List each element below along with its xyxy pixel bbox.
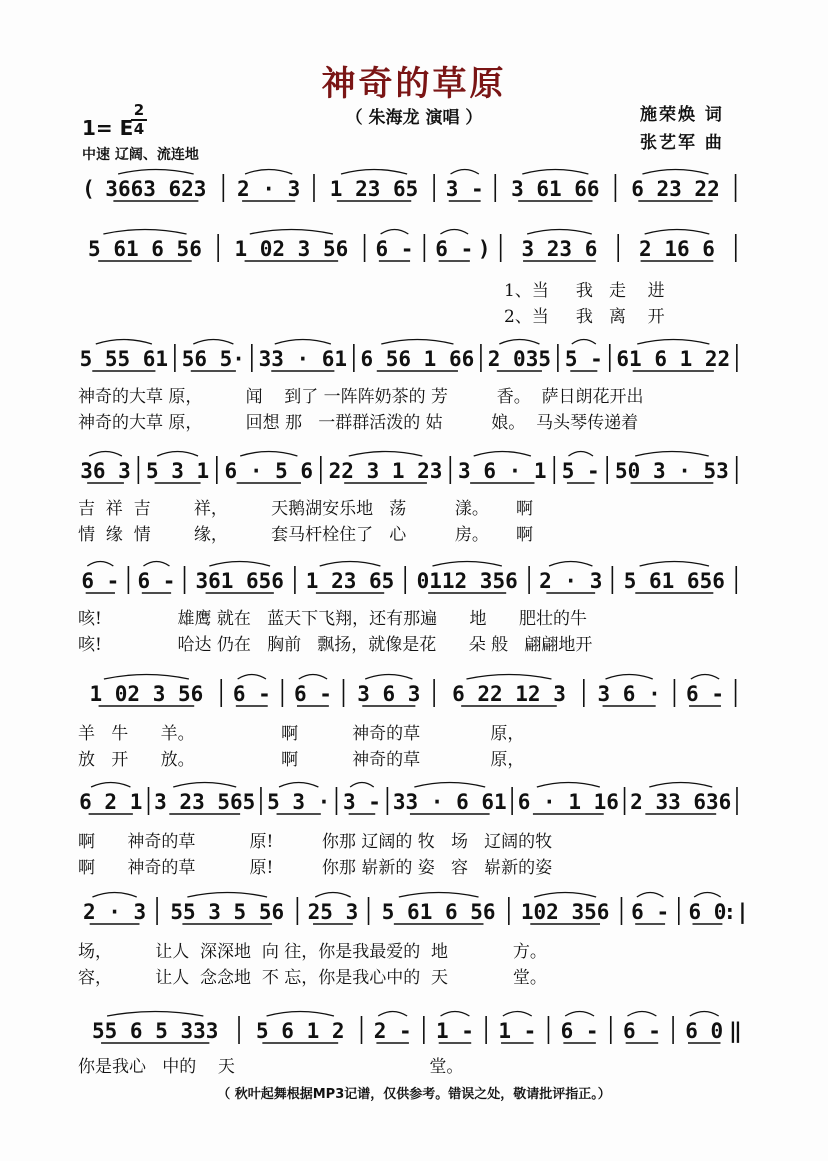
measure-notes: 5 61 656: [623, 569, 725, 593]
measure-notes: 61 6 1 22: [616, 347, 731, 371]
lyric-line: 1、当 我 走 进: [504, 281, 665, 301]
lyric-line: 你是我心 中的 天 堂。: [78, 1057, 464, 1077]
slur-mark: [349, 452, 423, 457]
slur-mark: [691, 675, 719, 680]
measure-notes: 6 2 1: [79, 790, 143, 814]
measure-notes: 3 -: [445, 177, 484, 201]
measure-notes: 3663 623: [105, 177, 207, 201]
slur-mark: [568, 452, 593, 457]
measure-notes: 6 · 1 16: [517, 790, 619, 814]
slur-mark: [441, 1012, 470, 1017]
measure-notes: 3 -: [342, 790, 381, 814]
slur-mark: [87, 562, 113, 567]
lyric-line: 2、当 我 离 开: [504, 307, 665, 327]
lyric-line: 羊 牛 羊。 啊 神奇的草 原，: [78, 724, 525, 744]
slur-mark: [250, 230, 333, 235]
slur-mark: [173, 783, 236, 788]
measure-notes: 2 · 3: [539, 569, 603, 593]
measure-notes: 3 6 · 1: [458, 459, 547, 483]
measure-notes: 2 -: [373, 1019, 412, 1043]
measure-notes: 55 6 5 333: [91, 1019, 219, 1043]
slur-mark: [466, 675, 551, 680]
measure-notes: 2 · 3: [82, 900, 147, 924]
measure-notes: 6 -: [232, 682, 271, 706]
slur-mark: [157, 452, 198, 457]
tempo-marking: 中速 辽阔、流连地: [82, 147, 199, 163]
time-signature-bottom: 4: [133, 120, 145, 138]
measure-notes: 2 16 6: [639, 237, 715, 261]
lyric-line: 神奇的大草 原， 闻 到了 一阵阵奶茶的 芳 香。 萨日朗花开出: [78, 387, 644, 407]
singer-credit: （ 朱海龙 演唱 ）: [345, 108, 483, 128]
slur-mark: [474, 452, 531, 457]
measure-notes: 1 02 3 56: [234, 237, 349, 261]
slur-mark: [627, 1012, 656, 1017]
lyric-line: 咳! 雄鹰 就在 蓝天下飞翔，还有那遍 地 肥壮的牛: [78, 609, 587, 629]
slur-mark: [606, 675, 653, 680]
slur-mark: [499, 340, 539, 345]
measure-notes: 1 -: [498, 1019, 537, 1043]
slur-mark: [522, 170, 588, 175]
slur-mark: [549, 562, 592, 567]
measure-notes: 36 3: [80, 459, 131, 483]
slur-mark: [275, 340, 331, 345]
slur-mark: [381, 340, 453, 345]
measure-notes: 6 0: [685, 1019, 724, 1043]
measure-notes: 6 -: [81, 569, 120, 593]
measure-notes: 6 -: [560, 1019, 599, 1043]
measure-notes: 25 3: [307, 900, 359, 924]
slur-mark: [187, 893, 267, 898]
measure-notes: 6 0: [688, 900, 727, 924]
measure-notes: 5 -: [561, 459, 600, 483]
measure-notes: 3 23 6: [521, 237, 598, 261]
slur-mark: [245, 170, 292, 175]
slur-mark: [381, 230, 409, 235]
slur-mark: [365, 675, 412, 680]
slur-mark: [637, 893, 664, 898]
measure-notes: 5 61 6 56: [88, 237, 202, 261]
slur-mark: [107, 1012, 203, 1017]
slur-mark: [414, 783, 485, 788]
measure-notes: 1 02 3 56: [89, 682, 204, 706]
lyric-line: 场， 让人 深深地 向 往，你是我最爱的 地 方。: [78, 942, 547, 962]
slur-mark: [690, 1012, 719, 1017]
slur-mark: [635, 452, 709, 457]
measure-notes: 56 5·: [181, 347, 245, 371]
measure-notes: 2 33 636: [630, 790, 732, 814]
slur-mark: [92, 893, 136, 898]
measure-notes: 6 -: [435, 237, 474, 261]
slur-mark: [640, 562, 709, 567]
measure-notes: 6 -: [137, 569, 176, 593]
slur-mark: [96, 340, 152, 345]
measure-notes: 6 -: [622, 1019, 661, 1043]
slur-mark: [240, 452, 297, 457]
measure-notes: 6 -: [686, 682, 724, 706]
measure-notes: 1 23 65: [329, 177, 419, 201]
measure-notes: 3 6 ·: [597, 682, 661, 706]
measure-notes: 3 61 66: [511, 177, 600, 201]
measure-notes: 2 · 3: [237, 177, 301, 201]
measure-notes: 2 035: [487, 347, 551, 371]
footer-note: （ 秋叶起舞根据MP3记谱，仅供参考。错误之处，敬请批评指正。）: [217, 1087, 611, 1102]
measure-notes: 5 6 1 2: [256, 1019, 345, 1043]
slur-mark: [378, 1012, 407, 1017]
measure-notes: 1 -: [436, 1019, 474, 1043]
slur-mark: [537, 783, 600, 788]
slur-mark: [642, 170, 708, 175]
slur-mark: [103, 230, 186, 235]
slur-mark: [565, 1012, 594, 1017]
measure-notes: 6 56 1 66: [360, 347, 475, 371]
slur-mark: [89, 452, 122, 457]
measure-notes: 6 23 22: [631, 177, 720, 201]
song-title: 神奇的草原: [321, 64, 507, 104]
measure-notes: 5 55 61: [79, 347, 169, 371]
lyricist-credit: 施荣焕 词: [640, 105, 724, 125]
measure-notes: 6 22 12 3: [452, 682, 566, 706]
slur-mark: [645, 230, 710, 235]
lyric-line: 神奇的大草 原， 回想 那 一群群活泼的 姑 娘。 马头琴传递着: [78, 413, 639, 433]
measure-notes: 6 -: [375, 237, 414, 261]
composer-credit: 张艺军 曲: [640, 133, 724, 153]
slur-mark: [694, 893, 721, 898]
slur-mark: [315, 893, 350, 898]
slur-mark: [267, 1012, 334, 1017]
slur-mark: [534, 893, 596, 898]
slur-mark: [320, 562, 381, 567]
slur-mark: [299, 675, 327, 680]
slur-mark: [91, 783, 130, 788]
bracket: (: [82, 177, 95, 201]
measure-notes: 1 23 65: [305, 569, 395, 593]
measure-notes: 50 3 · 53: [615, 459, 729, 483]
slur-mark: [143, 562, 169, 567]
measure-notes: 5 3 ·: [267, 790, 331, 814]
slur-mark: [341, 170, 407, 175]
measure-notes: 5 -: [564, 347, 603, 371]
lyric-line: 吉 祥 吉 祥， 天鹅湖安乐地 荡 漾。 啊: [78, 499, 533, 519]
measure-notes: 0112 356: [416, 569, 518, 593]
lyric-line: 放 开 放。 啊 神奇的草 原，: [78, 750, 525, 770]
bracket: ): [477, 237, 491, 261]
measure-notes: 5 3 1: [145, 459, 210, 483]
measure-notes: 22 3 1 23: [328, 459, 443, 483]
slur-mark: [350, 783, 374, 788]
measure-notes: 55 3 5 56: [170, 900, 285, 924]
lyric-line: 情 缘 情 缘， 套马杆栓住了 心 房。 啊: [78, 525, 533, 545]
repeat-end: :|: [723, 900, 749, 924]
slur-mark: [572, 340, 596, 345]
slur-mark: [238, 675, 266, 680]
slur-mark: [193, 340, 233, 345]
lyric-line: 啊 神奇的草 原! 你那 辽阔的 牧 场 辽阔的牧: [78, 832, 553, 852]
slur-mark: [503, 1012, 532, 1017]
slur-mark: [209, 562, 270, 567]
slur-mark: [649, 783, 712, 788]
measure-notes: 3 23 565: [154, 790, 256, 814]
slur-mark: [637, 340, 709, 345]
measure-notes: 6 · 5 6: [224, 459, 314, 483]
final-barline: ‖: [729, 1019, 742, 1043]
slur-mark: [527, 230, 592, 235]
slur-mark: [432, 562, 501, 567]
measure-notes: 5 61 6 56: [381, 900, 496, 924]
measure-notes: 33 · 6 61: [392, 790, 507, 814]
slur-mark: [279, 783, 318, 788]
slur-mark: [440, 230, 468, 235]
slur-mark: [104, 675, 189, 680]
slur-mark: [451, 170, 479, 175]
lyric-line: 咳! 哈达 仍在 胸前 飘扬，就像是花 朵 般 翩翩地开: [78, 635, 593, 655]
measure-notes: 3 6 3: [357, 682, 421, 706]
measure-notes: 33 · 61: [258, 347, 348, 371]
slur-mark: [399, 893, 479, 898]
measure-notes: 361 656: [195, 569, 284, 593]
time-signature-top: 2: [133, 101, 145, 119]
key-signature: 1= E: [82, 116, 134, 140]
measure-notes: 102 356: [520, 900, 610, 924]
measure-notes: 6 -: [293, 682, 332, 706]
measure-notes: 6 -: [631, 900, 670, 924]
lyric-line: 容， 让人 念念地 不 忘，你是我心中的 天 堂。: [78, 968, 547, 988]
slur-mark: [118, 170, 194, 175]
lyric-line: 啊 神奇的草 原! 你那 崭新的 姿 容 崭新的姿: [78, 858, 553, 878]
